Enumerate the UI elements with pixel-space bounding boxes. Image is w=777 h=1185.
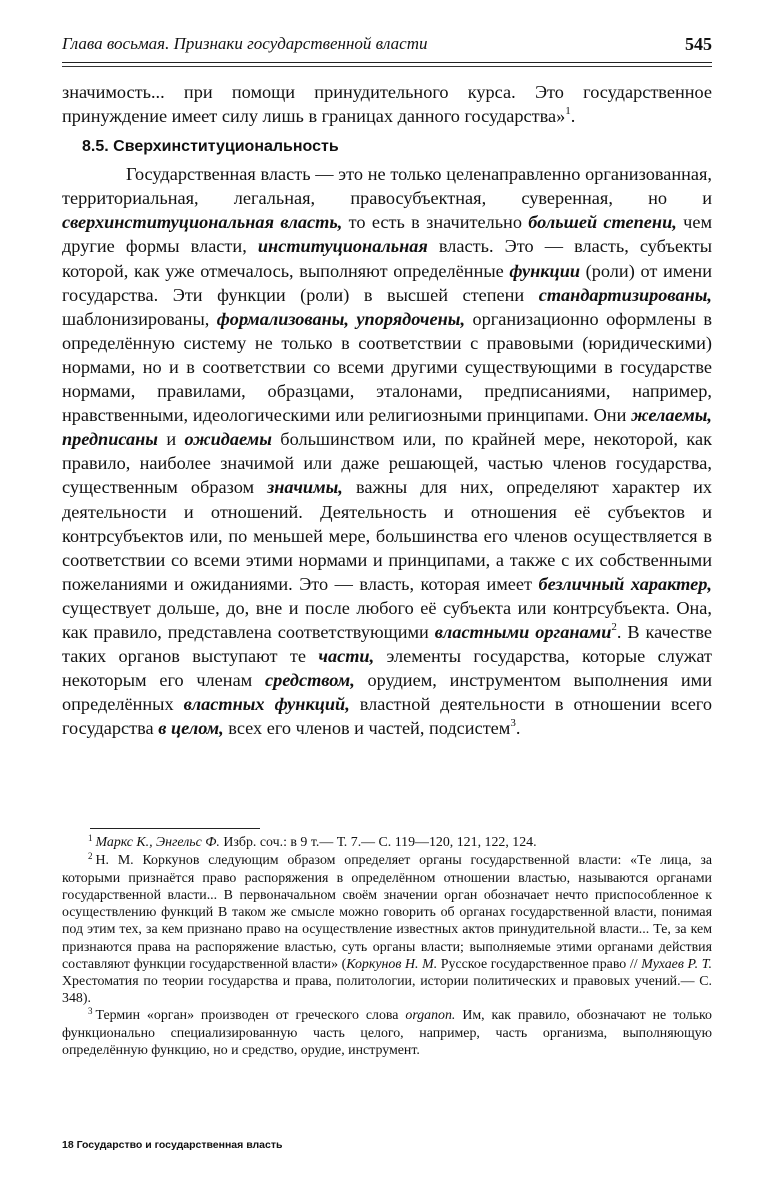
running-head (62, 32, 712, 56)
main-text (62, 80, 712, 740)
body-paragraph: Государственная власть — это не только целенаправленно организованная, территориальная, легальная, правосубъектная, суверенная, но и сверхинституциональная власть, то есть в значительно большей степени, чем другие формы власти, институциональная власть. Это — власть, субъекты которой, как уже отмечалось, выполняют определённые функции (роли) от имени государства. Эти функции (роли) в высшей степени стандартизированы, шаблонизированы, формализованы, упорядочены, организационно оформлены в определённую систему не только в соответствии с правовыми (юридическими) нормами, но и в соответствии со всеми другими существующими в государстве нормами, правилами, образцами, эталонами, предписаниями, например, нравственными, идеологическими или религиозными принципами. Они желаемы, предписаны и ожидаемы большинством или, по крайней мере, некоторой, как правило, наиболее значимой или даже решающей, частью членов государства, существенным образом значимы, важны для них, определяют характер их деятельности и отношений. Деятельность и отношения её субъектов и контрсубъектов или, по меньшей мере, большинства его членов осуществляется в соответствии со всеми этими нормами и принципами, а также с их собственными пожеланиями и ожиданиями. Это — власть, которая имеет безличный характер, существует дольше, до, вне и после любого её субъекта или контрсубъекта. Она, как правило, представлена соответствующими властными органами$^2$. В качестве таких органов выступают те части, элементы государства, которые служат некоторым его членам средством, орудием, инструментом выполнения ими определённых властных функций, властной деятельности в отношении всего государства в целом, всех его членов и частей, подсистем$^3$. (62, 164, 713, 739)
chapter-title: Глава восьмая. Признаки государственной власти (62, 34, 428, 53)
header-rule-thick (62, 62, 712, 63)
footnote-ref: 1 (565, 105, 571, 117)
continuation-paragraph: значимость... при помощи принудительного курса. Это государственное принуждение имеет силу лишь в границах данного государства»$^1$. (62, 82, 712, 127)
footnote-2: $^2$ Н. М. Коркунов следующим образом определяет органы государственной власти: «Те лица, за которыми признаётся право распоряжения в определённом отношении властью, называются органами государственной власти... В первоначальном своём значении орган обозначает нечто приспособленное к осуществлению функций В таком же смысле можно говорить об органах государственной власти, понимая под этим тех, за кем признано право на осуществление известных актов принудительной власти... Те, за кем признаются права на распоряжение властью, суть органы власти; выполняемые этими органами действия составляют функции государственной власти» (Коркунов Н. М. Русское государственное право // Мухаев Р. Т. Хрестоматия по теории государства и права, политологии, истории политических и правовых учений.— С. 348). (62, 851, 713, 1006)
footnote-separator (90, 828, 260, 829)
signature-mark: 18 Государство и государственная власть (62, 1139, 283, 1151)
footnote-ref: 2 (611, 620, 617, 633)
footnote-ref: 3 (510, 717, 516, 730)
footnote-1: $^1$ Маркс К., Энгельс Ф. Избр. соч.: в 9 т.— Т. 7.— С. 119—120, 121, 122, 124. (88, 833, 537, 850)
footnotes (62, 834, 712, 1059)
header-rule-thin (62, 66, 712, 67)
section-heading: 8.5. Сверхинституциональность (82, 138, 339, 156)
footnote-3: $^3$ Термин «орган» производен от греческого слова organon. Им, как правило, обозначают не только функционально специализированную часть целого, например, часть организма, выполняющую определённую функцию, но и средство, орудие, инструмент. (62, 1005, 712, 1059)
page-number: 545 (685, 34, 712, 54)
